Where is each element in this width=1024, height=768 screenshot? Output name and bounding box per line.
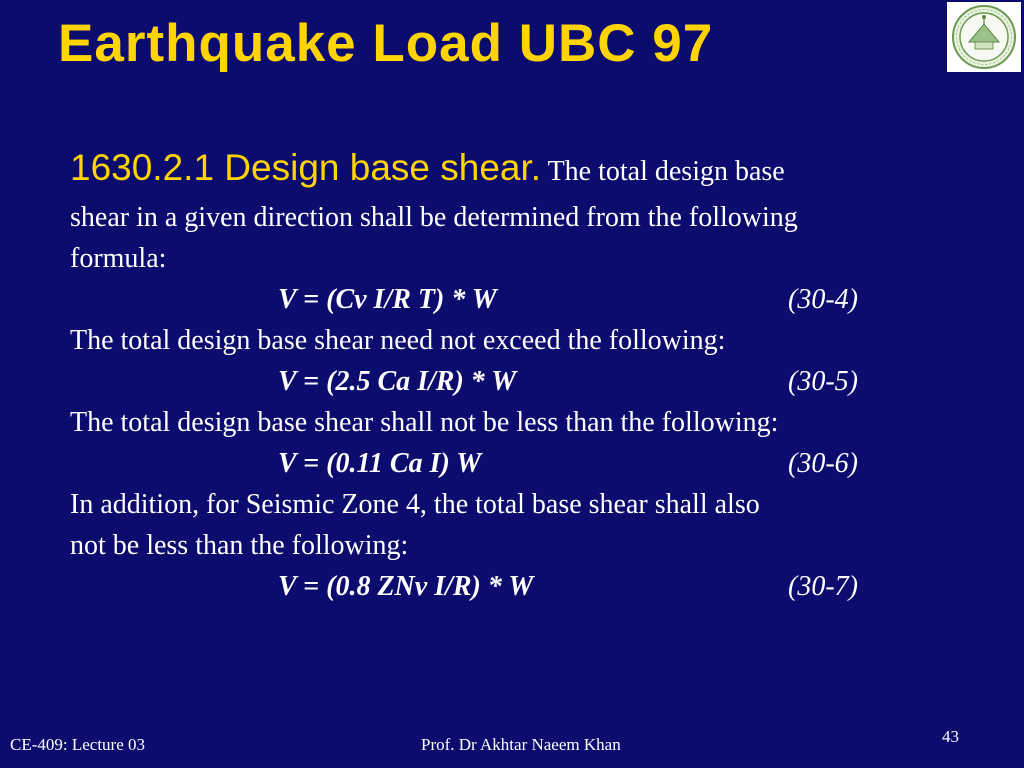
text-zone4-line-2: not be less than the following: xyxy=(70,530,409,561)
intro-line-3: formula: xyxy=(70,243,167,274)
formula-30-4: V = (Cv I/R T) * W xyxy=(278,284,497,315)
formula-30-5: V = (2.5 Ca I/R) * W xyxy=(278,366,517,397)
footer-author: Prof. Dr Akhtar Naeem Khan xyxy=(421,735,621,754)
formula-30-7: V = (0.8 ZNv I/R) * W xyxy=(278,571,534,602)
intro-text: The total design base xyxy=(547,156,785,187)
text-zone4-line-1: In addition, for Seismic Zone 4, the total base shear shall also xyxy=(70,489,760,520)
text-need-not-exceed: The total design base shear need not exceed the following: xyxy=(70,325,726,356)
equation-number: (30-4) xyxy=(788,284,858,315)
slide-title: Earthquake Load UBC 97 xyxy=(58,14,714,73)
university-seal-logo xyxy=(947,2,1021,72)
equation-number: (30-7) xyxy=(788,571,858,602)
formula-30-6: V = (0.11 Ca I) W xyxy=(278,448,482,479)
text-not-less-than: The total design base shear shall not be less than the following: xyxy=(70,407,779,438)
equation-number: (30-5) xyxy=(788,366,858,397)
page-number: 43 xyxy=(942,727,959,746)
equation-number: (30-6) xyxy=(788,448,858,479)
seal-icon xyxy=(947,2,1021,72)
intro-line-2: shear in a given direction shall be determined from the following xyxy=(70,202,798,233)
intro-line-1 xyxy=(70,148,785,192)
footer-course: CE-409: Lecture 03 xyxy=(10,735,146,754)
section-heading: 1630.2.1 Design base shear. xyxy=(70,147,542,188)
